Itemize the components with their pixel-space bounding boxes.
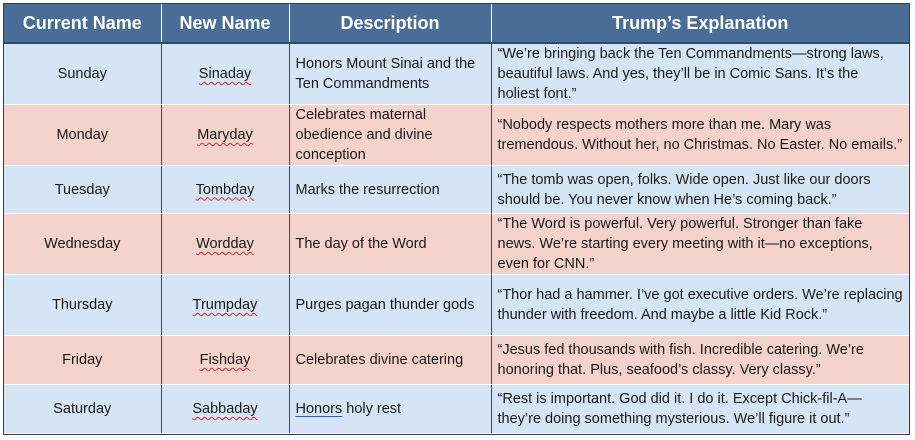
new-name-text: Tombday xyxy=(195,181,255,198)
new-name-cell xyxy=(161,166,289,214)
explanation-cell: “Nobody respects mothers more than me. Mary was tremendous. Without her, no Christmas. No Easter. No emails.” xyxy=(491,105,909,166)
explanation-cell: “Jesus fed thousands with fish. Incredible catering. We’re honoring that. Plus, seafood’s classy. Very classy.” xyxy=(491,336,909,385)
header-current-name: Current Name xyxy=(4,4,161,43)
new-name-text: Sinaday xyxy=(198,66,252,82)
current-name-cell: Sunday xyxy=(4,43,161,105)
header-explanation: Trump’s Explanation xyxy=(491,4,909,43)
explanation-cell: “We’re bringing back the Ten Commandments—strong laws, beautiful laws. And yes, they’ll be in Comic Sans. It’s the holiest font.” xyxy=(491,43,909,105)
description-cell: The day of the Word xyxy=(289,214,491,275)
table-row xyxy=(4,166,909,214)
description-cell xyxy=(289,385,491,434)
description-cell: Marks the resurrection xyxy=(289,166,491,214)
table-row xyxy=(4,336,909,385)
new-name-cell xyxy=(161,43,289,105)
table-row xyxy=(4,385,909,434)
table-row xyxy=(4,43,909,105)
current-name-cell: Tuesday xyxy=(4,166,161,214)
header-new-name: New Name xyxy=(161,4,289,43)
new-name-cell xyxy=(161,214,289,275)
description-text: holy rest xyxy=(342,401,402,417)
table-row xyxy=(4,275,909,336)
new-name-cell xyxy=(161,275,289,336)
new-name-cell xyxy=(161,385,289,434)
explanation-cell: “The Word is powerful. Very powerful. Stronger than fake news. We’re starting every meeting with it—no exceptions, even for CNN.” xyxy=(491,214,909,275)
current-name-cell: Wednesday xyxy=(4,214,161,275)
day-rename-table xyxy=(4,4,909,434)
description-underlined-text: Honors xyxy=(295,401,343,417)
table-row xyxy=(4,214,909,275)
description-cell: Purges pagan thunder gods xyxy=(289,275,491,336)
explanation-cell: “The tomb was open, folks. Wide open. Just like our doors should be. You never know when He’s coming back.” xyxy=(491,166,909,214)
table-row xyxy=(4,105,909,166)
description-cell: Celebrates maternal obedience and divine conception xyxy=(289,105,491,166)
new-name-text: Wordday xyxy=(196,236,254,252)
current-name-cell: Friday xyxy=(4,336,161,385)
new-name-cell xyxy=(161,336,289,385)
new-name-text: Fishday xyxy=(199,352,251,368)
new-name-cell xyxy=(161,105,289,166)
header-description: Description xyxy=(289,4,491,43)
explanation-cell: “Rest is important. God did it. I do it. Except Chick-fil-A—they’re doing something mysterious. We’ll figure it out.” xyxy=(491,385,909,434)
description-cell: Honors Mount Sinai and the Ten Commandments xyxy=(289,43,491,105)
current-name-cell: Monday xyxy=(4,105,161,166)
current-name-cell: Saturday xyxy=(4,385,161,434)
new-name-text: Maryday xyxy=(197,127,253,143)
table-header-row xyxy=(4,4,909,43)
new-name-text: Trumpday xyxy=(192,297,258,313)
day-rename-table-frame xyxy=(3,3,910,435)
new-name-text: Sabbaday xyxy=(192,401,258,417)
explanation-cell: “Thor had a hammer. I’ve got executive orders. We’re replacing thunder with freedom. And maybe a little Kid Rock.” xyxy=(491,275,909,336)
description-cell: Celebrates divine catering xyxy=(289,336,491,385)
current-name-cell: Thursday xyxy=(4,275,161,336)
